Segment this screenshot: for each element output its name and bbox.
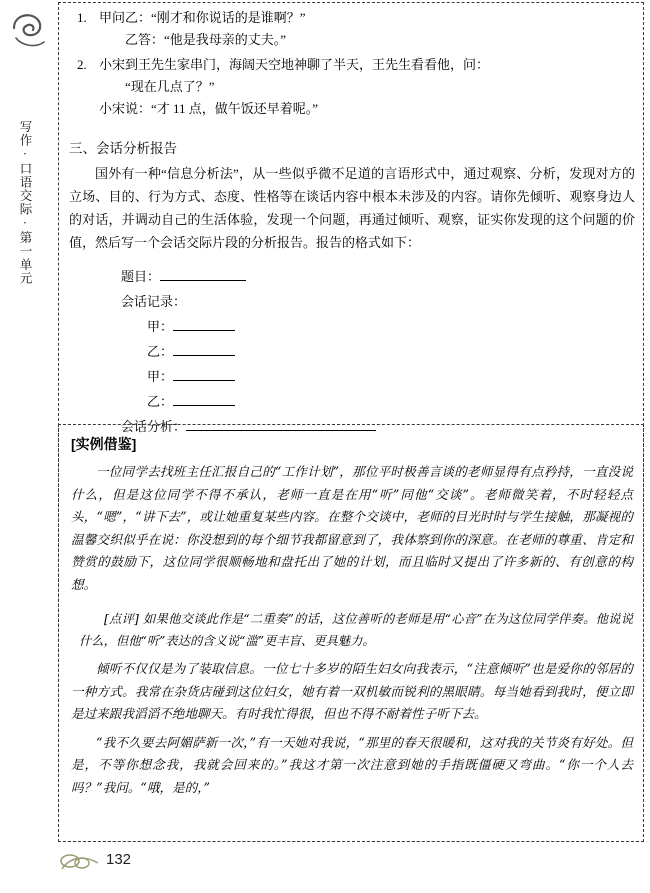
- form-row-speaker: [121, 339, 635, 364]
- unit-label: 写作·口语交际·第一单元: [18, 120, 32, 285]
- main-content-inner: [69, 7, 635, 439]
- left-margin-strip: [0, 0, 60, 893]
- section-body: 国外有一种“信息分析法”，从一些似乎微不足道的言语形式中，通过观察、分析，发现对方的立场、目的、行为方式、态度、性格等在谈话内容中根本未涉及的内容。请你先倾听、观察身边人的对话，并调动自己的生活体验，发现一个问题，再通过倾听、观察，证实你发现的这个问题的价值，然后写一个会话交际片段的分析报告。报告的格式如下：: [69, 166, 635, 250]
- page-number: 132: [106, 851, 132, 868]
- form-row-speaker: [121, 364, 635, 389]
- form-label: 会话记录：: [121, 294, 187, 309]
- example-paragraph: 倾听不仅仅是为了装取信息。一位七十多岁的陌生妇女向我表示，“注意倾听”也是爱你的邻居的一种方式。我常在杂货店碰到这位妇女，她有着一双机敏而锐利的黑眼睛。每当她看到我时，便立即是过来跟我滔滔不绝地聊天。有时我忙得很，但也不得不耐着性子听下去。: [71, 661, 633, 721]
- form-row-speaker: [121, 314, 635, 339]
- item-number: 1.: [77, 10, 87, 25]
- question-line: 乙答：“他是我母亲的丈夫。”: [125, 32, 287, 47]
- list-item: [77, 54, 635, 120]
- example-box: [58, 424, 644, 842]
- example-inner: [71, 433, 633, 799]
- section-heading: 三、会话分析报告: [69, 141, 177, 156]
- form-label: 乙：: [147, 394, 174, 409]
- example-paragraph: 一位同学去找班主任汇报自己的“工作计划”，那位平时极善言谈的老师显得有点矜持，一直没说什么，但是这位同学不得不承认，老师一直是在用“听”同他“交谈”。老师微笑着，不时轻轻点头，“嗯”，“讲下去”，或让她重复某些内容。在整个交谈中，老师的目光时时与学生接触，那凝视的温馨交织似乎在说：你没想到的每个细节我都留意到了，我体察到你的深意。在老师的尊重、肯定和赞赏的鼓励下，这位同学很顺畅地和盘托出了她的计划，而且临时又提出了许多新的、有创意的构想。: [71, 464, 633, 592]
- form-label: 题目：: [121, 269, 161, 284]
- blank-line: [173, 355, 235, 356]
- example-comment: [点评] 如果他交谈此作是“二重奏”的话，这位善听的老师是用“心音”在为这位同学伴奏。他说说什么，但他“听”表达的含义说“滥”更丰盲、更具魅力。: [79, 612, 633, 648]
- question-line: 小宋说：“才 11 点，做午饭还早着呢。”: [99, 101, 319, 116]
- form-label: 会话分析：: [121, 419, 187, 434]
- question-line: 小宋到王先生家串门，海阔天空地神聊了半天，王先生看看他，问：: [99, 57, 490, 72]
- item-number: 2.: [77, 57, 87, 72]
- blank-line: [160, 280, 246, 281]
- form-label: 甲：: [147, 319, 174, 334]
- footer-leaf-icon: [58, 845, 102, 875]
- form-label: 乙：: [147, 344, 174, 359]
- blank-line: [173, 330, 235, 331]
- report-format-block: [69, 264, 635, 439]
- list-item: [77, 7, 635, 51]
- form-row-speaker: [121, 389, 635, 414]
- example-title: [实例借鉴]: [71, 436, 137, 452]
- decorative-swirl-icon: [8, 8, 50, 52]
- question-line: “现在几点了？”: [125, 79, 215, 94]
- question-line: 甲问乙：“刚才和你说话的是谁啊？”: [99, 10, 306, 25]
- example-paragraph: “我不久要去阿媚萨新一次，”有一天她对我说，“那里的春天很暖和，这对我的关节炎有好处。但是，不等你想念我，我就会回来的。”我这才第一次注意到她的手指既僵硬又弯曲。“你一个人去吗？”我问。“哦，是的，”: [71, 734, 633, 795]
- form-row-title: [121, 264, 635, 289]
- form-label: 甲：: [147, 369, 174, 384]
- blank-line: [173, 405, 235, 406]
- page-footer: [44, 845, 604, 879]
- blank-line: [173, 380, 235, 381]
- form-row-record: [121, 289, 635, 314]
- question-list: [69, 7, 635, 120]
